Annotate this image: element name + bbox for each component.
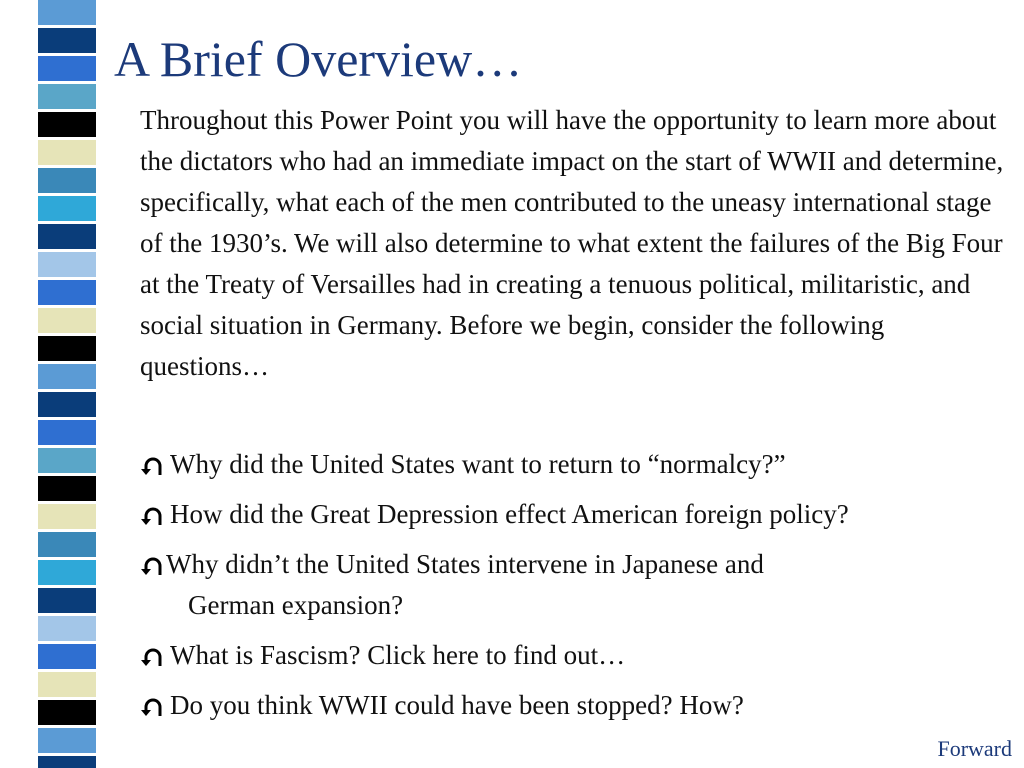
forward-link[interactable]: Forward <box>937 736 1012 761</box>
stripe-segment <box>38 420 96 446</box>
stripe-segment <box>38 588 96 614</box>
question-item <box>140 444 1020 485</box>
question-item <box>140 544 1020 626</box>
question-text: Why did the United States want to return to “normalcy?” <box>170 449 786 479</box>
stripe-segment <box>38 168 96 194</box>
stripe-segment <box>38 252 96 278</box>
stripe-segment <box>38 532 96 558</box>
stripe-segment <box>38 28 96 54</box>
question-list <box>140 444 1020 726</box>
stripe-segment <box>38 196 96 222</box>
stripe-segment <box>38 756 96 768</box>
question-item <box>140 685 1020 726</box>
intro-paragraph: Throughout this Power Point you will have the opportunity to learn more about the dictators who had an immediate impact on the start of WWII and determine, specifically, what each of the men contributed to the uneasy international stage of the 1930’s. We will also determine to what extent the failures of the Big Four at the Treaty of Versailles had in creating a tenuous political, militaristic, and social situation in Germany. Before we begin, consider the following questions… <box>140 105 1004 381</box>
curved-arrow-icon <box>140 552 166 578</box>
stripe-segment <box>38 224 96 250</box>
question-item-fascism-link[interactable] <box>140 635 1020 676</box>
question-text: Why didn’t the United States intervene in Japanese and <box>166 549 764 579</box>
stripe-segment <box>38 700 96 726</box>
stripe-segment <box>38 140 96 166</box>
question-text: How did the Great Depression effect American foreign policy? <box>170 499 849 529</box>
question-text: What is Fascism? Click here to find out… <box>170 640 626 670</box>
stripe-segment <box>38 84 96 110</box>
decorative-stripe-bar <box>38 0 96 768</box>
stripe-segment <box>38 308 96 334</box>
stripe-segment <box>38 56 96 82</box>
question-text-continued: German expansion? <box>188 590 404 620</box>
curved-arrow-icon <box>140 502 166 528</box>
stripe-segment <box>38 0 96 26</box>
slide-title: A Brief Overview… <box>114 31 523 87</box>
stripe-segment <box>38 672 96 698</box>
curved-arrow-icon <box>140 693 166 719</box>
stripe-segment <box>38 280 96 306</box>
stripe-segment <box>38 336 96 362</box>
stripe-segment <box>38 392 96 418</box>
stripe-segment <box>38 616 96 642</box>
question-item <box>140 494 1020 535</box>
stripe-segment <box>38 728 96 754</box>
stripe-segment <box>38 560 96 586</box>
stripe-segment <box>38 644 96 670</box>
stripe-segment <box>38 476 96 502</box>
stripe-segment <box>38 448 96 474</box>
curved-arrow-icon <box>140 643 166 669</box>
stripe-segment <box>38 364 96 390</box>
stripe-segment <box>38 504 96 530</box>
stripe-segment <box>38 112 96 138</box>
question-text: Do you think WWII could have been stopped? How? <box>170 690 744 720</box>
curved-arrow-icon <box>140 452 166 478</box>
